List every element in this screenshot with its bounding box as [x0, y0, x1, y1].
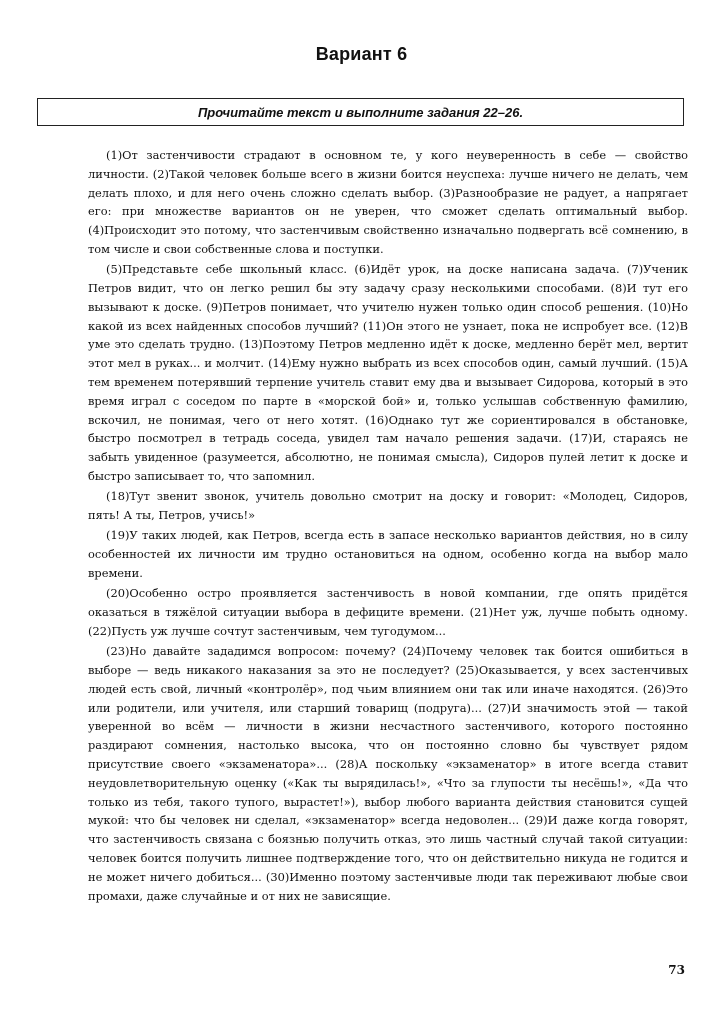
page-title: Вариант 6	[315, 44, 408, 64]
task-instruction-box	[37, 98, 684, 126]
paragraph: (20)Особенно остро проявляется застенчивость в новой компании, где опять придётся оказаться в тяжёлой ситуации выбора в дефиците времени. (21)Нет уж, лучше побыть одному. (22)Пусть уж лучше сочтут застенчивым, чем тугодумом...	[88, 586, 688, 638]
paragraph: (1)От застенчивости страдают в основном те, у кого неуверенность в себе — свойство личности. (2)Такой человек больше всего в жизни боится неуспеха: лучше ничего не делать, чем делать плохо, и для него очень сложно сделать выбор. (3)Разнообразие не радует, а напрягает его: при множестве вариантов он не уверен, что сможет сделать оптимальный выбор. (4)Происходит это потому, что застенчивым свойственно изначально подвергать всё сомнению, в том числе и свои собственные слова и поступки.	[88, 148, 688, 256]
paragraph: (19)У таких людей, как Петров, всегда есть в запасе несколько вариантов действия, но в силу особенностей их личности им трудно остановиться на одном, особенно когда на выбор мало времени.	[88, 528, 688, 581]
paragraph: (5)Представьте себе школьный класс. (6)Идёт урок, на доске написана задача. (7)Ученик Петров видит, что он легко решил бы эту задачу сразу несколькими способами. (8)И тут его вызывают к доске. (9)Петров понимает, что учителю нужен только один способ решения. (10)Но какой из всех найденных способов лучший? (11)Он этого не узнает, пока не испробует все. (12)В уме это сделать трудно. (13)Поэтому Петров медленно идёт к доске, медленно берёт мел, вертит этот мел в руках... и молчит. (14)Ему нужно выбрать из всех способов один, самый лучший. (15)А тем временем потерявший терпение учитель ставит ему два и вызывает Сидорова, который в это время играл с соседом по парте в «морской бой» и, только услышав собственную фамилию, вскочил, не понимая, чего от него хотят. (16)Однако тут же сориентировался в обстановке, быстро посмотрел в тетрадь соседа, увидел там начало решения задачи. (17)И, стараясь не забыть увиденное (разумеется, абсолютно, не понимая смысла), Сидоров пулей летит к доске и быстро записывает то, что запомнил.	[88, 262, 688, 484]
task-instruction: Прочитайте текст и выполните задания 22–26.	[197, 104, 524, 120]
page-number: 73	[668, 963, 685, 977]
paragraph: (23)Но давайте зададимся вопросом: почему? (24)Почему человек так боится ошибиться в выборе — ведь никакого наказания за это не последует? (25)Оказывается, у всех застенчивых людей есть свой, личный «контролёр», под чьим влиянием они так или иначе находятся. (26)Это или родители, или учителя, или старший товарищ (подруга)... (27)И значимость этой — такой уверенной во всём — личности в жизни несчастного застенчивого, которого постоянно раздирают сомнения, настолько высока, что он постоянно словно бы чувствует рядом присутствие своего «экзаменатора»... (28)А поскольку «экзаменатор» в итоге всегда ставит неудовлетворительную оценку («Как ты вырядилась!», «Что за глупости ты несёшь!», «Да что только из тебя, такого тупого, вырастет!»), выбор любого варианта действия становится сущей мукой: что бы человек ни сделал, «экзаменатор» всегда недоволен... (29)И даже когда говорят, что застенчивость связана с боязнью получить отказ, это лишь частный случай такой ситуации: человек боится получить лишнее подтверждение того, что он действительно никуда не годится и не может ничего добиться... (30)Именно поэтому застенчивые люди так переживают любые свои промахи, даже случайные и от них не зависящие.	[88, 644, 688, 903]
paragraph: (18)Тут звенит звонок, учитель довольно смотрит на доску и говорит: «Молодец, Сидоров, пять! А ты, Петров, учись!»	[88, 489, 688, 523]
text-body	[88, 146, 688, 907]
